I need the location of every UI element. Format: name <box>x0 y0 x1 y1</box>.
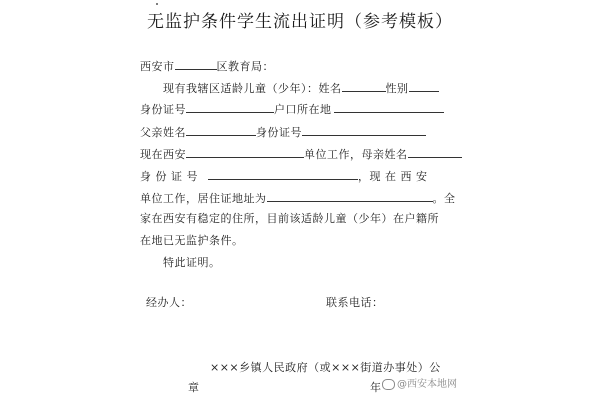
child-id-blank[interactable] <box>186 101 274 113</box>
addressee-line <box>140 58 274 74</box>
child-name-blank[interactable] <box>342 80 386 92</box>
father-line <box>140 124 426 140</box>
residence-line <box>140 190 456 206</box>
mother-id-line <box>140 168 428 184</box>
father-name-blank[interactable] <box>186 124 256 136</box>
handler-label: 经办人： <box>146 296 192 309</box>
district-blank[interactable] <box>175 58 217 70</box>
father-work-blank[interactable] <box>186 146 304 158</box>
document-title: 无监护条件学生流出证明（参考模板） <box>147 12 453 32</box>
father-work-line <box>140 146 462 162</box>
statement-line-2: 在地已无监护条件。 <box>140 234 244 247</box>
mother-id-label: 身 份 证 号 <box>140 170 198 183</box>
top-dot <box>156 3 158 5</box>
child-id-line <box>140 101 444 117</box>
father-work-prefix: 现在西安 <box>140 148 186 161</box>
gender-blank[interactable] <box>409 80 439 92</box>
wechat-icon <box>382 379 395 390</box>
father-name-label: 父亲姓名 <box>140 126 186 139</box>
child-name-line <box>163 80 439 96</box>
seal-char: 章 <box>188 381 200 394</box>
watermark <box>382 375 457 390</box>
residence-suffix: 。全 <box>432 192 456 205</box>
year-label: 年 <box>370 381 382 394</box>
gender-label: 性别 <box>385 82 409 95</box>
father-id-blank[interactable] <box>302 124 426 136</box>
mother-id-suffix: ，现 在 西 安 <box>358 170 428 183</box>
seal-line: ×××乡镇人民政府（或×××街道办事处）公 <box>210 361 441 374</box>
mother-name-blank[interactable] <box>408 146 462 158</box>
residence-address-blank[interactable] <box>267 190 433 202</box>
mother-name-label: 单位工作，母亲姓名 <box>304 148 408 161</box>
contact-phone-label: 联系电话： <box>326 296 384 309</box>
mother-id-blank[interactable] <box>208 168 358 180</box>
closing-text: 特此证明。 <box>163 256 221 269</box>
addressee-suffix: 区教育局： <box>216 60 274 73</box>
child-id-label: 身份证号 <box>140 103 186 116</box>
residence-prefix: 单位工作，居住证地址为 <box>140 192 267 205</box>
hukou-label: 户口所在地 <box>274 103 332 116</box>
child-intro-text: 现有我辖区适龄儿童（少年）：姓名 <box>163 82 342 95</box>
watermark-text: @西安本地网 <box>397 379 457 390</box>
statement-line-1: 家在西安有稳定的住所，目前该适龄儿童（少年）在户籍所 <box>140 212 439 225</box>
father-id-label: 身份证号 <box>256 126 302 139</box>
addressee-prefix: 西安市 <box>140 60 175 73</box>
hukou-blank[interactable] <box>334 101 444 113</box>
